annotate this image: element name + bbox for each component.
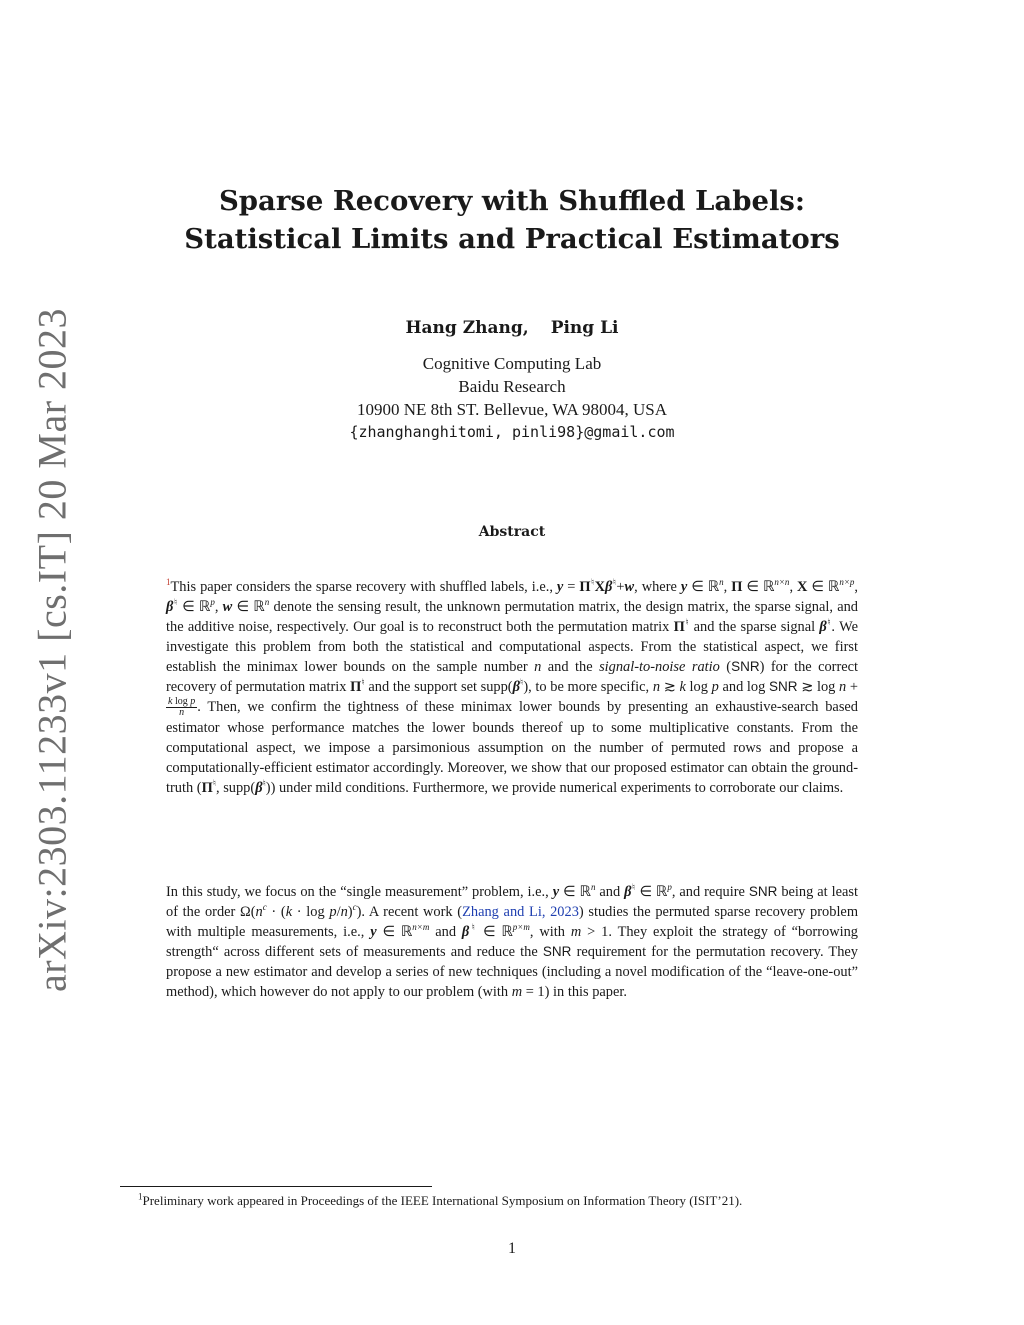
author-email: {zhanghanghitomi, pinli98}@gmail.com: [349, 423, 675, 441]
author-2: Ping Li: [550, 318, 619, 338]
paper-title: [120, 182, 904, 258]
author-1: Hang Zhang,: [405, 318, 529, 338]
title-line-1: Sparse Recovery with Shuffled Labels:: [218, 185, 806, 217]
affiliation-address: 10900 NE 8th ST. Bellevue, WA 98004, USA: [356, 400, 668, 419]
footnote-mark[interactable]: 1: [166, 577, 171, 588]
affiliation: [200, 352, 824, 444]
abstract-body: $^1$This paper considers the sparse recovery with shuffled labels, i.e., y = Π♮Xβ♮+w, where y ∈ ℝ$^n$, Π ∈ ℝ$^{n\times n}$, X ∈ ℝ$^{n\times p}$, β♮ ∈ ℝ$^p$, w ∈ ℝ$^n$ denote the sensing result, the unknown permutation matrix, the design matrix, the sparse signal, and the additive noise, respectively. Our goal is to reconstruct both the permutation matrix Π♮ and the sparse signal β♮. We investigate this problem from both the statistical and computational aspects. From the statistical aspect, we first establish the minimax lower bounds on the sample number n and the signal-to-noise ratio (SNR) for the correct recovery of permutation matrix Π♮ and the support set supp(β♮), to be more specific, n ≳ k log p and log SNR ≳ log n + $\frac{\text{k log p}}{n}$ . Then, we confirm the tightness of these minimax lower bounds by presenting an exhaustive-search based estimator whose performance matches the lower bounds thereof up to some multiplicative constants. From the computational aspect, we impose a parsimonious assumption on the number of permuted rows and propose a computationally-efficient estimator accordingly. Moreover, we show that our proposed estimator can obtain the ground-truth (Π♮, supp(β♮)) under mild conditions. Furthermore, we provide numerical experiments to corroborate our claims.: [166, 577, 859, 797]
affiliation-lab: Cognitive Computing Lab: [422, 354, 602, 373]
page-number: 1: [508, 1240, 516, 1257]
authors: [200, 318, 824, 338]
affiliation-org: Baidu Research: [458, 377, 566, 396]
footnote-divider: [120, 1186, 432, 1187]
intro-paragraph: In this study, we focus on the “single measurement” problem, i.e., y ∈ ℝ$^n$ and β♮ ∈ ℝ$^p$, and require SNR being at least of the order $\Omega(n^c \cdot (k \cdot \log p/n)^c)$. A recent work (Zhang and Li, 2023) studies the permuted sparse recovery problem with multiple measurements, i.e., y ∈ ℝ$^{n\times m}$ and β♮ ∈ ℝ$^{p\times m}$, with m > 1. They exploit the strategy of “borrowing strength“ across different sets of measurements and reduce the SNR requirement for the permutation recovery. They propose a new estimator and develop a series of new techniques (including a novel modification of the “leave-one-out” method), which however do not apply to our problem (with m = 1) in this paper.: [166, 882, 859, 1000]
citation-link[interactable]: Zhang and Li, 2023: [462, 904, 579, 920]
footnote: $^1$Preliminary work appeared in Proceedings of the IEEE International Symposium on Information Theory (ISIT’21).: [138, 1191, 743, 1208]
title-line-2: Statistical Limits and Practical Estimators: [184, 223, 840, 255]
abstract-heading: Abstract: [478, 524, 546, 540]
arxiv-stamp: arXiv:2303.11233v1 [cs.IT] 20 Mar 2023: [29, 307, 75, 993]
